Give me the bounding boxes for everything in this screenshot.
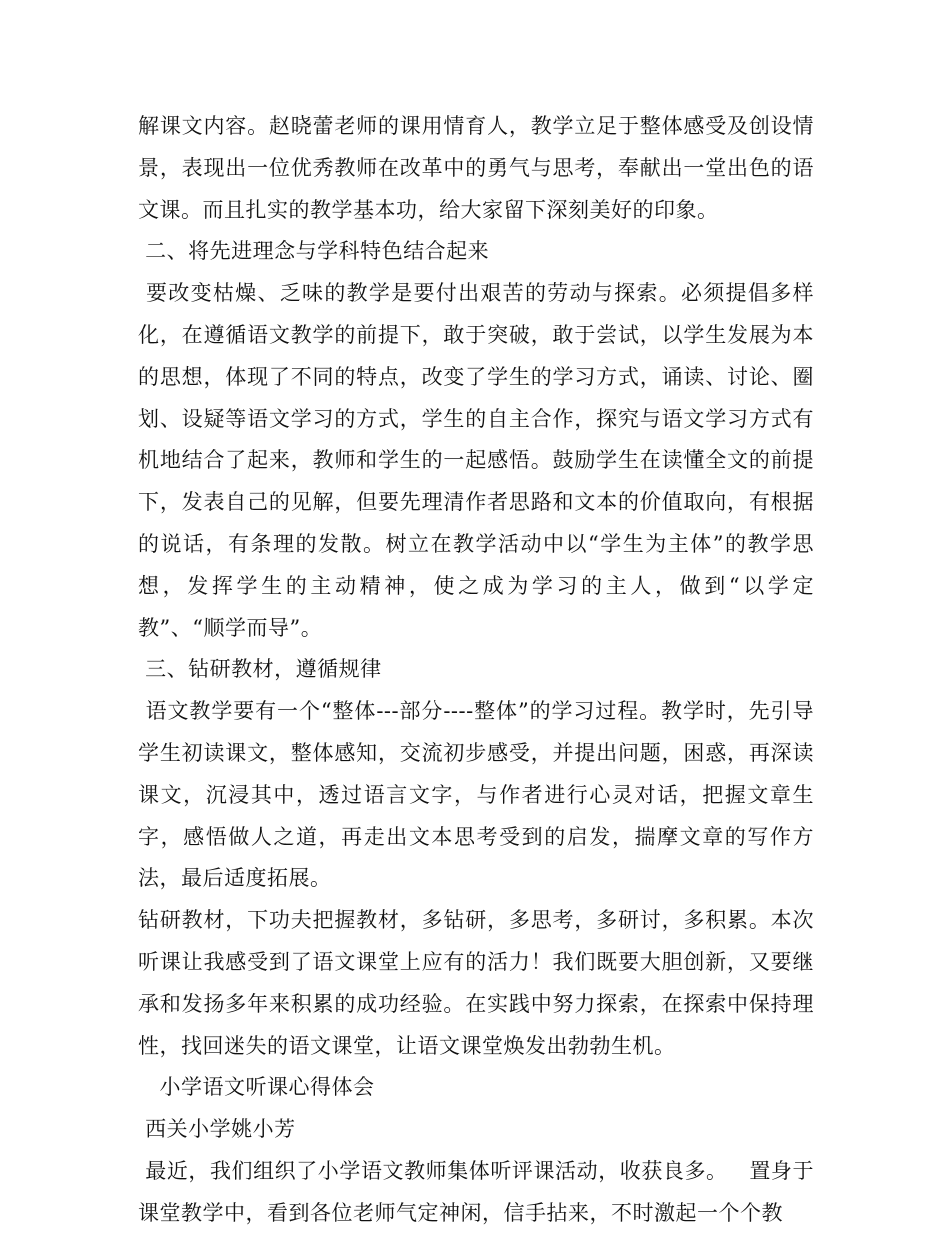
section-heading-3: 三、钻研教材，遵循规律 (138, 657, 382, 682)
paragraph-conclusion: 钻研教材，下功夫把握教材，多钻研，多思考，多研讨，多积累。本次听课让我感受到了语文课堂上应有的活力！我们既要大胆创新，又要继承和发扬多年来积累的成功经验。在实践中努力探索，在探索中保持理性，找回迷失的语文课堂，让语文课堂焕发出勃勃生机。 (138, 908, 814, 1058)
paragraph-intro-continuation: 解课文内容。赵晓蕾老师的课用情育人，教学立足于整体感受及创设情景，表现出一位优秀教师在改革中的勇气与思考，奉献出一堂出色的语文课。而且扎实的教学基本功，给大家留下深刻美好的印象。 (138, 114, 814, 222)
article-title: 小学语文听课心得体会 (138, 1075, 375, 1100)
document-body (138, 106, 814, 1235)
article-author: 西关小学姚小芳 (138, 1117, 296, 1142)
paragraph-article-intro: 最近，我们组织了小学语文教师集体听评课活动，收获良多。 置身于课堂教学中，看到各位老师气定神闲，信手拈来，不时激起一个个教 (138, 1158, 814, 1225)
paragraph-section-2: 要改变枯燥、乏味的教学是要付出艰苦的劳动与探索。必须提倡多样化，在遵循语文教学的前提下，敢于突破，敢于尝试，以学生发展为本的思想，体现了不同的特点，改变了学生的学习方式，诵读、讨论、圈划、设疑等语文学习的方式，学生的自主合作，探究与语文学习方式有机地结合了起来，教师和学生的一起感悟。鼓励学生在读懂全文的前提下，发表自己的见解，但要先理清作者思路和文本的价值取向，有根据的说话，有条理的发散。树立在教学活动中以“学生为主体”的教学思想，发挥学生的主动精神，使之成为学习的主人，做到“以学定教”、“顺学而导”。 (138, 281, 815, 640)
section-heading-2: 二、将先进理念与学科特色结合起来 (138, 239, 490, 264)
paragraph-section-3: 语文教学要有一个“整体---部分----整体”的学习过程。教学时，先引导学生初读课文，整体感知，交流初步感受，并提出问题，困惑，再深读课文，沉浸其中，透过语言文字，与作者进行心灵对话，把握文章生字，感悟做人之道，再走出文本思考受到的启发，揣摩文章的写作方法，最后适度拓展。 (138, 699, 814, 891)
